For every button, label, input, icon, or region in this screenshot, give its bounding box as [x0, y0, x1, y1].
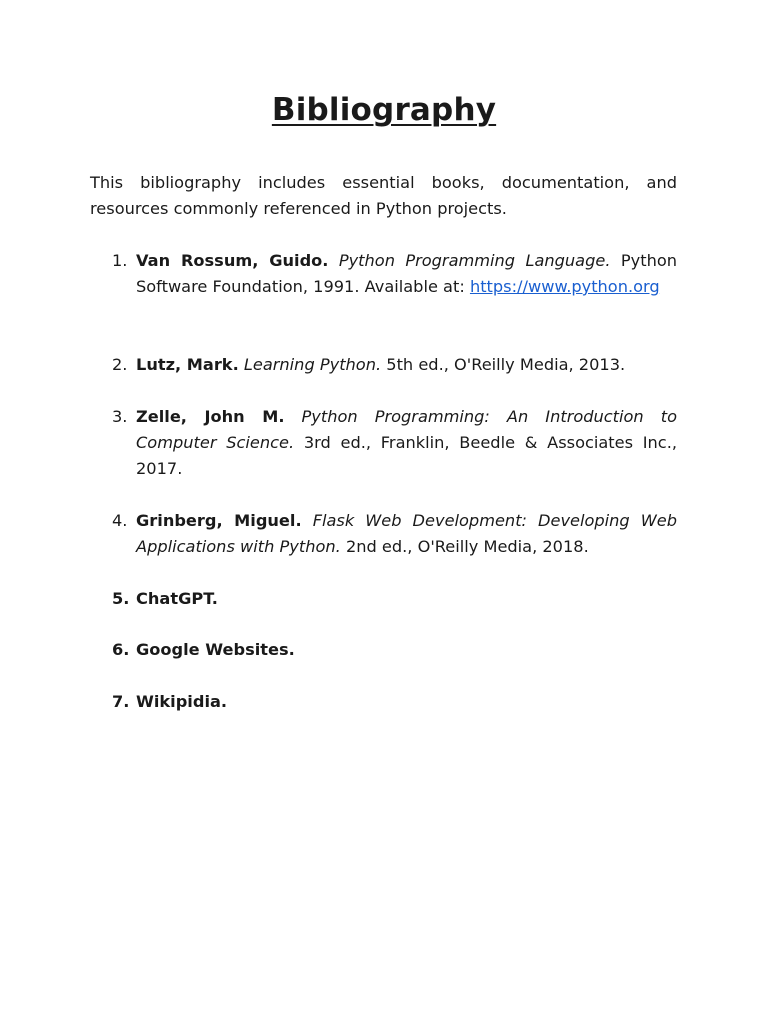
entry-number: 5. — [112, 589, 130, 608]
entry-author: Zelle, John M. — [136, 407, 285, 426]
entry-body — [136, 352, 677, 378]
page-title: Bibliography — [271, 92, 497, 128]
entry-number: 4. — [112, 511, 128, 530]
entry-number: 3. — [112, 407, 128, 426]
entry-details: 2nd ed., O'Reilly Media, 2018. — [345, 537, 589, 556]
entry-label: ChatGPT. — [136, 589, 218, 608]
entry-details: 5th ed., O'Reilly Media, 2013. — [386, 355, 626, 374]
entry-details: Python Software Foundation, 1991. Available at: — [136, 251, 677, 296]
python-org-link[interactable]: https://www.python.org — [469, 277, 660, 296]
entry-work: Flask Web Development: Developing Web Applications with Python. — [136, 511, 677, 556]
entry-work: Python Programming Language. — [338, 251, 611, 270]
entry-details: 3rd ed., Franklin, Beedle & Associates Inc., 2017. — [136, 433, 677, 478]
entry-number: 2. — [112, 355, 128, 374]
entry-author: Grinberg, Miguel. — [136, 511, 302, 530]
entry-work: Python Programming: An Introduction to Computer Science. — [136, 407, 677, 452]
entry-author: Lutz, Mark. — [136, 355, 239, 374]
entry-body — [136, 508, 677, 560]
entry-label: Wikipidia. — [136, 692, 228, 711]
entry-body — [136, 404, 677, 482]
entry-author: Van Rossum, Guido. — [136, 251, 329, 270]
entry-number: 1. — [112, 251, 128, 270]
entry-number: 7. — [112, 692, 130, 711]
entry-body — [136, 248, 677, 300]
entry-number: 6. — [112, 640, 130, 659]
entry-label: Google Websites. — [136, 640, 295, 659]
intro-paragraph: This bibliography includes essential books, documentation, and resources commonly referenced in Python projects. — [90, 173, 677, 218]
entry-work: Learning Python. — [243, 355, 382, 374]
